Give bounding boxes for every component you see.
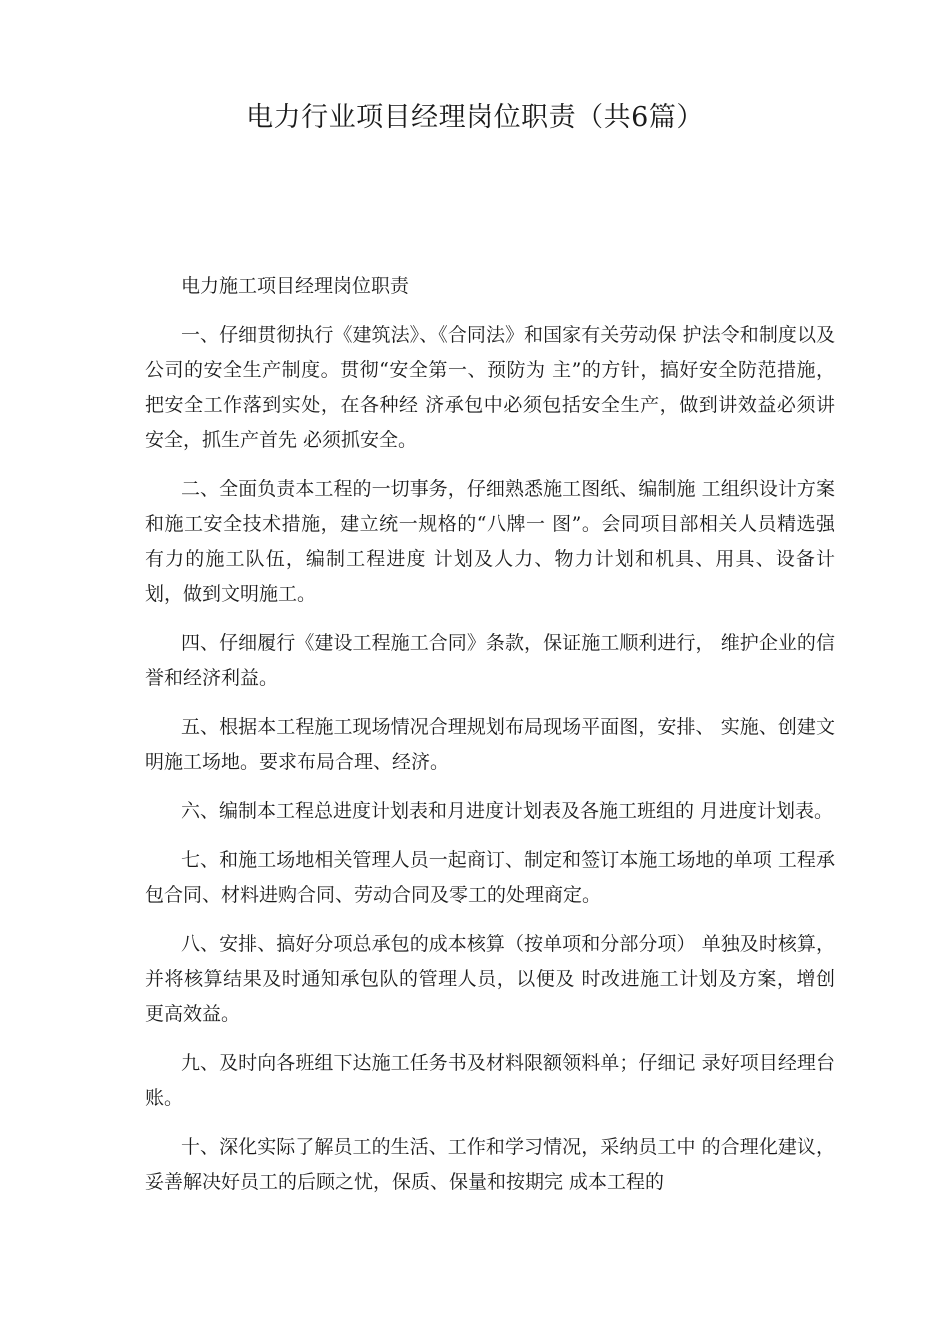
paragraph-9: 九、及时向各班组下达施工任务书及材料限额领料单；仔细记 录好项目经理台账。: [145, 1052, 835, 1109]
paragraph-6: 六、编制本工程总进度计划表和月进度计划表及各施工班组的 月进度计划表。: [181, 800, 834, 822]
document-body: [145, 268, 835, 1214]
paragraph-10: 十、深化实际了解员工的生活、工作和学习情况，采纳员工中 的合理化建议，妥善解决好员工的后顾之忧，保质、保量和按期完 成本工程的: [145, 1136, 835, 1193]
paragraph-5: 五、根据本工程施工现场情况合理规划布局现场平面图，安排、 实施、创建文明施工场地。要求布局合理、经济。: [145, 716, 835, 773]
paragraph-1: 一、仔细贯彻执行《建筑法》、《合同法》和国家有关劳动保 护法令和制度以及公司的安全生产制度。贯彻“安全第一、预防为 主”的方针，搞好安全防范措施，把安全工作落到实处，在各种经 济承包中必须包括安全生产，做到讲效益必须讲安全，抓生产首先 必须抓安全。: [145, 324, 835, 451]
paragraph-2: 二、全面负责本工程的一切事务，仔细熟悉施工图纸、编制施 工组织设计方案和施工安全技术措施，建立统一规格的“八牌一 图”。会同项目部相关人员精选强有力的施工队伍，编制工程进度 计划及人力、物力计划和机具、用具、设备计划，做到文明施工。: [145, 478, 835, 605]
section-heading: 电力施工项目经理岗位职责: [181, 275, 410, 297]
paragraph-4: 四、仔细履行《建设工程施工合同》条款，保证施工顺利进行， 维护企业的信誉和经济利益。: [145, 632, 835, 689]
paragraph-7: 七、和施工场地相关管理人员一起商订、制定和签订本施工场地的单项 工程承包合同、材料进购合同、劳动合同及零工的处理商定。: [145, 849, 835, 906]
document-title: 电力行业项目经理岗位职责（共6篇）: [246, 102, 704, 133]
paragraph-8: 八、安排、搞好分项总承包的成本核算（按单项和分部分项） 单独及时核算，并将核算结果及时通知承包队的管理人员，以便及 时改进施工计划及方案，增创更高效益。: [145, 933, 835, 1025]
